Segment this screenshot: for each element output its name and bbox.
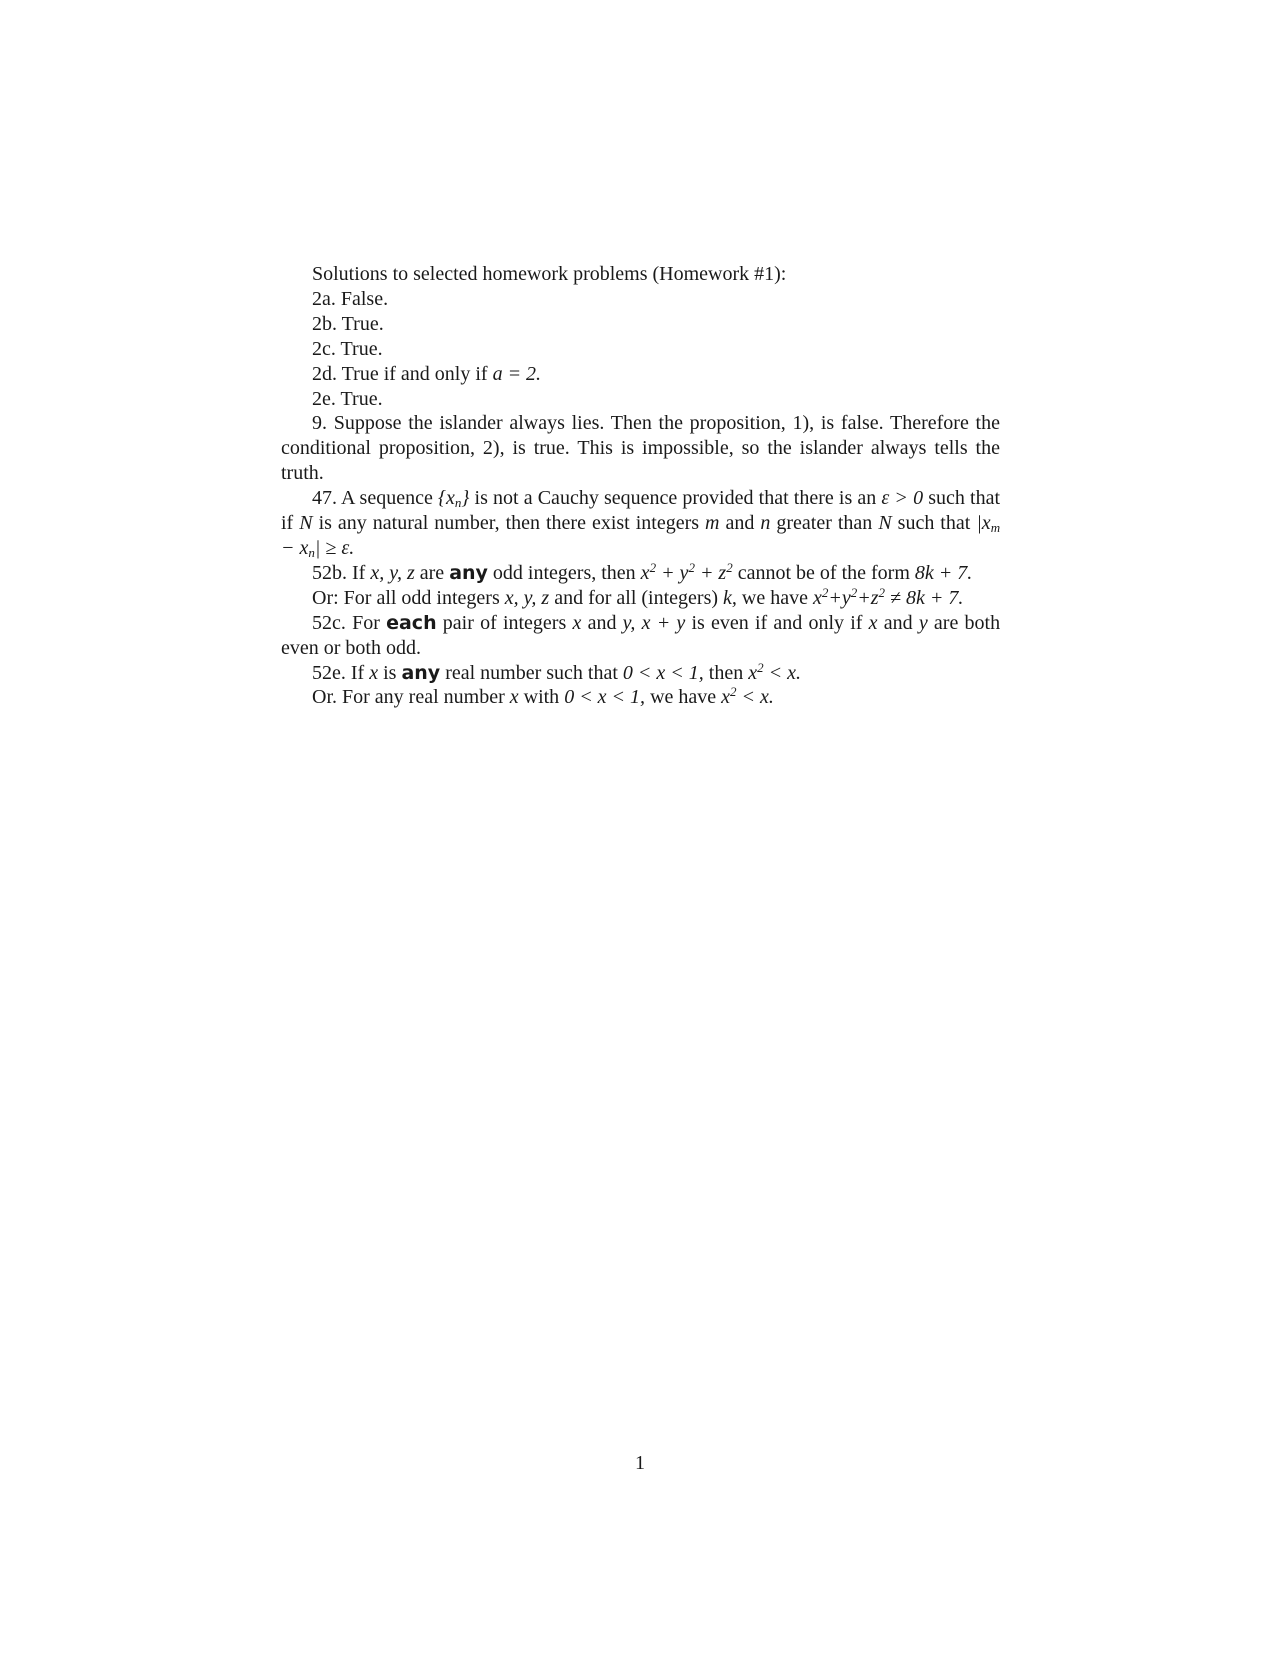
- answer-47-text: such that: [897, 512, 971, 535]
- math-fragment: 0 < x < 1,: [622, 661, 704, 684]
- math-superscript: 2: [850, 584, 858, 600]
- answer-52c-text: and: [883, 611, 913, 634]
- answer-52b: [281, 561, 1000, 586]
- answer-52b-alt-text: we have: [741, 586, 808, 609]
- math-fragment: < x.: [741, 686, 774, 709]
- square-inequality: [721, 686, 774, 708]
- math-fragment: 0 < x < 1,: [564, 686, 646, 709]
- answer-52c: [281, 611, 1000, 661]
- math-fragment: x: [721, 686, 731, 709]
- answer-2e: 2e. True.: [312, 387, 383, 410]
- math-fragment: ε > 0: [881, 487, 924, 510]
- answer-52e-label: 52e.: [312, 661, 346, 684]
- math-fragment: N: [299, 512, 313, 535]
- answer-9: 9. Suppose the islander always lies. Then the proposition, 1), is false. Therefore the conditional proposition, 2), is true. This is impossible, so the islander always tells the truth.: [281, 412, 1000, 485]
- math-fragment: +z: [857, 586, 879, 609]
- emphasis-text: any: [401, 661, 441, 684]
- math-fragment: x, y, z: [370, 561, 415, 584]
- math-fragment: }: [461, 487, 470, 510]
- answer-52c-text: and: [587, 611, 617, 634]
- answer-52b-alt-text: Or: For all odd integers: [312, 586, 500, 609]
- answer-52c-text: is even if and only if: [691, 611, 863, 634]
- answer-52e-alt-text: we have: [650, 686, 717, 709]
- answer-52c-label: 52c.: [312, 611, 346, 634]
- math-superscript: 2: [821, 584, 829, 600]
- answer-52c-text: are both even or both odd.: [281, 611, 1001, 659]
- answer-2a: 2a. False.: [312, 287, 389, 310]
- math-fragment: k,: [723, 586, 737, 609]
- sum-of-squares: [640, 559, 733, 584]
- answer-47-label: 47.: [312, 487, 337, 510]
- answer-52c-text: For: [352, 611, 380, 634]
- page-number: 1: [635, 1452, 645, 1474]
- answer-52b-text: cannot be of the form: [737, 561, 910, 584]
- answer-52b-text: are: [419, 561, 445, 584]
- emphasis-text: any: [449, 561, 488, 584]
- sequence-notation: [438, 487, 469, 509]
- answer-52e-alt-text: with: [523, 686, 560, 709]
- math-fragment: |x: [976, 512, 991, 535]
- math-fragment: + y: [661, 561, 689, 584]
- math-fragment: x + y: [641, 611, 686, 634]
- math-fragment: m: [705, 512, 720, 535]
- answer-52b-alt-text: and for all (integers): [554, 586, 719, 609]
- document-body: [281, 262, 1000, 710]
- math-fragment: N: [878, 512, 892, 535]
- math-fragment: x, y, z: [504, 586, 550, 609]
- math-fragment: x: [640, 561, 650, 584]
- math-fragment: < x.: [768, 661, 801, 684]
- math-fragment: ≠: [890, 586, 902, 609]
- answer-52e-text: If: [350, 661, 365, 684]
- answer-52b-text: If: [352, 561, 366, 584]
- answer-47-text: A sequence: [341, 487, 433, 510]
- math-fragment: x: [868, 611, 878, 634]
- answer-2d-text: True if and only if: [341, 362, 488, 385]
- answer-52e-text: is: [383, 661, 397, 684]
- math-subscript: m: [990, 520, 1001, 536]
- math-fragment: x: [748, 661, 758, 684]
- math-fragment: +y: [828, 586, 851, 609]
- answer-52b-label: 52b.: [312, 561, 347, 584]
- answer-52b-alternative: [281, 586, 1000, 611]
- answer-2d: [281, 362, 1000, 387]
- answer-52e-text: real number such that: [445, 661, 618, 684]
- math-superscript: 2: [730, 684, 737, 700]
- answer-47-text: greater than: [776, 512, 873, 535]
- math-fragment: 8k + 7.: [914, 561, 973, 584]
- math-fragment: 8k + 7.: [906, 586, 964, 609]
- square-inequality: [748, 659, 801, 684]
- answer-52e-alt-text: Or. For any real number: [312, 686, 505, 709]
- answer-52e-alternative: [281, 685, 1000, 710]
- document-heading: Solutions to selected homework problems (Homework #1):: [312, 263, 787, 285]
- math-fragment: y,: [622, 611, 636, 634]
- answer-47-text: is not a Cauchy sequence provided that there is an: [474, 487, 877, 510]
- math-fragment: {x: [437, 487, 455, 510]
- math-superscript: 2: [649, 559, 657, 575]
- math-superscript: 2: [878, 584, 886, 600]
- sum-of-squares: [812, 584, 902, 609]
- math-subscript: n: [454, 495, 462, 511]
- math-fragment: x: [509, 686, 519, 709]
- answer-2b: 2b. True.: [312, 312, 384, 335]
- math-fragment: n: [760, 512, 771, 535]
- math-fragment: x: [572, 611, 582, 634]
- math-superscript: 2: [688, 559, 695, 575]
- answer-47-text: such that if: [281, 487, 1001, 535]
- math-fragment: x: [812, 586, 822, 609]
- answer-52b-text: odd integers, then: [492, 561, 636, 584]
- math-subscript: n: [308, 544, 315, 560]
- answer-52c-text: pair of integers: [442, 611, 567, 634]
- answer-52e: [281, 661, 1000, 686]
- answer-47: [281, 486, 1000, 561]
- math-superscript: 2: [726, 559, 733, 575]
- math-fragment: x: [369, 661, 379, 684]
- math-fragment: + z: [699, 561, 727, 584]
- math-superscript: 2: [757, 659, 764, 675]
- answer-2c: 2c. True.: [312, 337, 383, 360]
- answer-52e-text: then: [708, 661, 744, 684]
- math-fragment: − x: [281, 536, 309, 559]
- emphasis-text: each: [386, 611, 437, 634]
- answer-2d-math: a = 2.: [492, 362, 542, 385]
- answer-2d-label: 2d.: [312, 362, 337, 385]
- math-fragment: y: [918, 611, 928, 634]
- answer-47-text: and: [725, 512, 755, 535]
- math-fragment: | ≥ ε.: [314, 536, 355, 559]
- answer-47-text: is any natural number, then there exist integers: [318, 512, 700, 535]
